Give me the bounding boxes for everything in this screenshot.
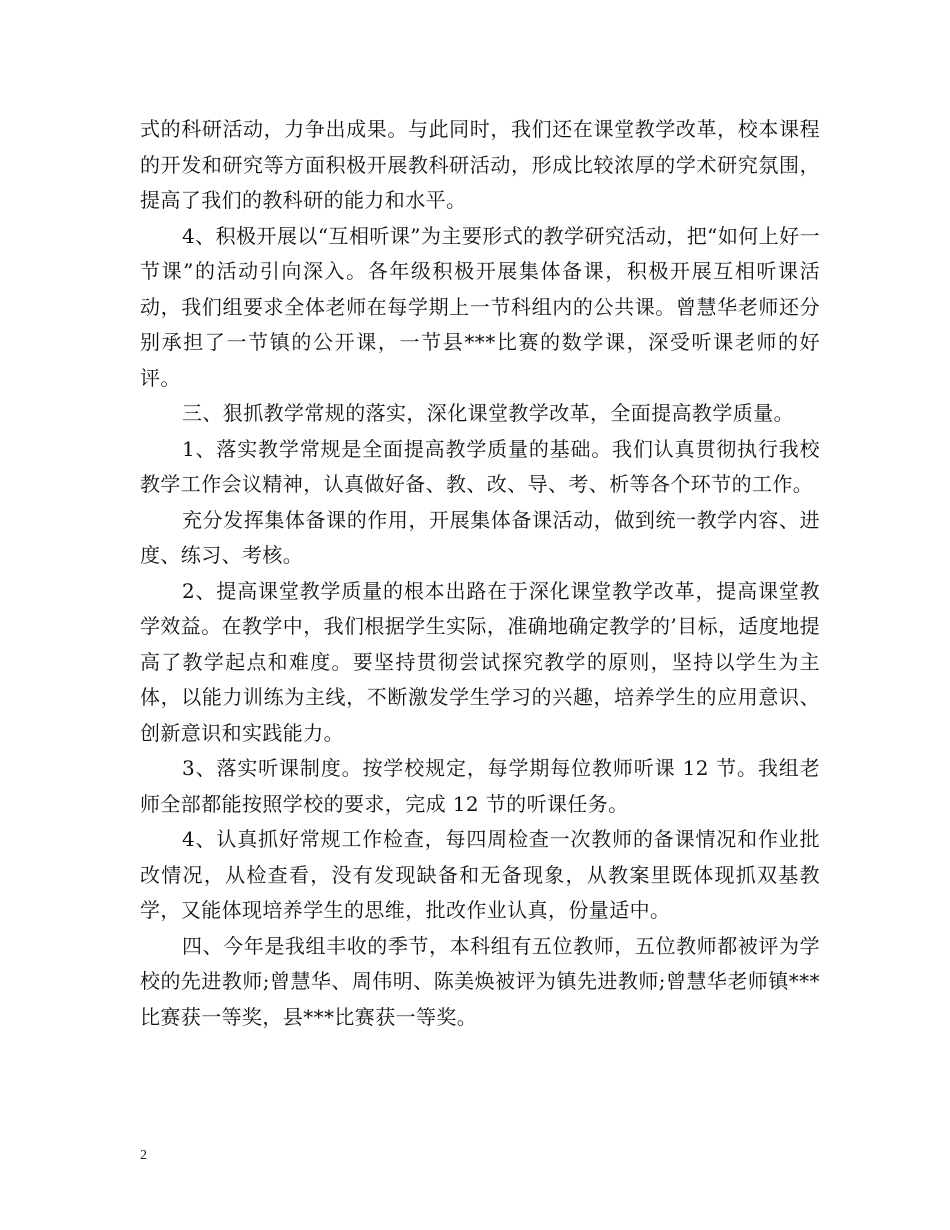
page-number: 2 xyxy=(140,1148,147,1163)
paragraph-6: 2、提高课堂教学质量的根本出路在于深化课堂教学改革，提高课堂教学效益。在教学中，我们根据学生实际，准确地确定教学的’目标，适度地提高了教学起点和难度。要坚持贯彻尝试探究教学的原则，坚持以学生为主体，以能力训练为主线，不断激发学生学习的兴趣，培养学生的应用意识、创新意识和实践能力。 xyxy=(140,578,820,745)
paragraph-1: 式的科研活动，力争出成果。与此同时，我们还在课堂教学改革，校本课程的开发和研究等方面积极开展教科研活动，形成比较浓厚的学术研究氛围，提高了我们的教科研的能力和水平。 xyxy=(140,117,820,212)
paragraph-7: 3、落实听课制度。按学校规定，每学期每位教师听课 12 节。我组老师全部都能按照学校的要求，完成 12 节的听课任务。 xyxy=(140,756,820,816)
paragraph-3: 三、狠抓教学常规的落实，深化课堂教学改革，全面提高教学质量。 xyxy=(182,401,794,425)
document-body xyxy=(140,112,820,1035)
paragraph-9: 四、今年是我组丰收的季节，本科组有五位教师，五位教师都被评为学校的先进教师;曾慧华、周伟明、陈美焕被评为镇先进教师;曾慧华老师镇***比赛获一等奖，县***比赛获一等奖。 xyxy=(140,933,820,1029)
paragraph-5: 充分发挥集体备课的作用，开展集体备课活动，做到统一教学内容、进度、练习、考核。 xyxy=(140,507,820,567)
paragraph-8: 4、认真抓好常规工作检查，每四周检查一次教师的备课情况和作业批改情况，从检查看，没有发现缺备和无备现象，从教案里既体现抓双基教学，又能体现培养学生的思维，批改作业认真，份量适中。 xyxy=(140,827,820,922)
paragraph-2: 4、积极开展以“互相听课”为主要形式的教学研究活动，把“如何上好一节课”的活动引向深入。各年级积极开展集体备课，积极开展互相听课活动，我们组要求全体老师在每学期上一节科组内的公共课。曾慧华老师还分别承担了一节镇的公开课，一节县***比赛的数学课，深受听课老师的好评。 xyxy=(140,223,820,390)
paragraph-4: 1、落实教学常规是全面提高教学质量的基础。我们认真贯彻执行我校教学工作会议精神，认真做好备、教、改、导、考、析等各个环节的工作。 xyxy=(140,436,820,496)
